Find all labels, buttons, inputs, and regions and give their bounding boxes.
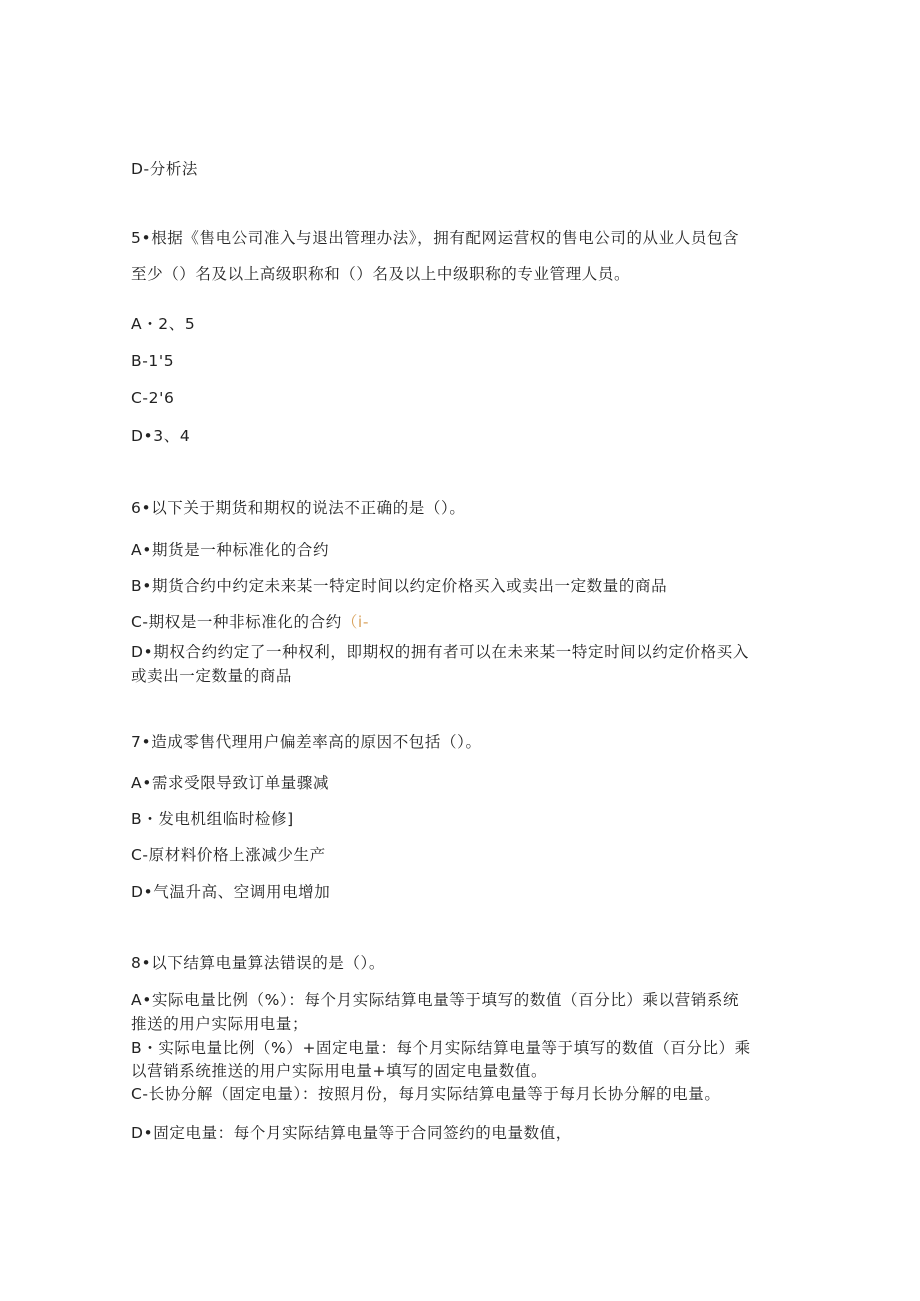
q5-option-b: B-1'5 bbox=[131, 352, 175, 370]
q6-option-d-line-2: 或卖出一定数量的商品 bbox=[131, 667, 293, 685]
q5-option-d: D•3、4 bbox=[131, 427, 191, 445]
q5-stem-line-2: 至少（）名及以上高级职称和（）名及以上中级职称的专业管理人员。 bbox=[131, 265, 631, 283]
q4-option-d: D-分析法 bbox=[131, 160, 199, 178]
q6-option-b: B•期货合约中约定未来某一特定时间以约定价格买入或卖出一定数量的商品 bbox=[131, 577, 668, 595]
q8-option-b-line-1: B・实际电量比例（%）+固定电量：每个月实际结算电量等于填写的数值（百分比）乘 bbox=[131, 1039, 751, 1057]
q5-stem-line-1: 5•根据《售电公司准入与退出管理办法》，拥有配网运营权的售电公司的从业人员包含 bbox=[131, 229, 740, 247]
q8-option-d: D•固定电量：每个月实际结算电量等于合同签约的电量数值， bbox=[131, 1124, 572, 1142]
q8-option-a-line-1: A•实际电量比例（%）：每个月实际结算电量等于填写的数值（百分比）乘以营销系统 bbox=[131, 991, 740, 1009]
q6-option-c bbox=[131, 612, 369, 632]
q7-option-a: A•需求受限导致订单量骤减 bbox=[131, 774, 330, 792]
q7-stem: 7•造成零售代理用户偏差率高的原因不包括（）。 bbox=[131, 733, 482, 751]
q8-option-c: C-长协分解（固定电量）：按照月份，每月实际结算电量等于每月长协分解的电量。 bbox=[131, 1085, 721, 1103]
q7-option-c: C-原材料价格上涨减少生产 bbox=[131, 846, 326, 864]
q5-option-c: C-2'6 bbox=[131, 389, 175, 407]
q6-stem: 6•以下关于期货和期权的说法不正确的是（）。 bbox=[131, 499, 466, 517]
q5-option-a: A・2、5 bbox=[131, 315, 196, 333]
q6-option-c-text: C-期权是一种非标准化的合约 bbox=[131, 613, 342, 631]
q8-option-a-line-2: 推送的用户实际用电量； bbox=[131, 1015, 309, 1033]
q6-option-d-line-1: D•期权合约约定了一种权利，即期权的拥有者可以在未来某一特定时间以约定价格买入 bbox=[131, 643, 749, 661]
q8-option-b-line-2: 以营销系统推送的用户实际用电量+填写的固定电量数值。 bbox=[131, 1062, 548, 1080]
q6-option-a: A•期货是一种标准化的合约 bbox=[131, 541, 330, 559]
q6-option-c-note: （i- bbox=[341, 613, 370, 631]
q7-option-b: B・发电机组临时检修] bbox=[131, 810, 294, 828]
q7-option-d: D•气温升高、空调用电增加 bbox=[131, 883, 331, 901]
q8-stem: 8•以下结算电量算法错误的是（）。 bbox=[131, 954, 385, 972]
